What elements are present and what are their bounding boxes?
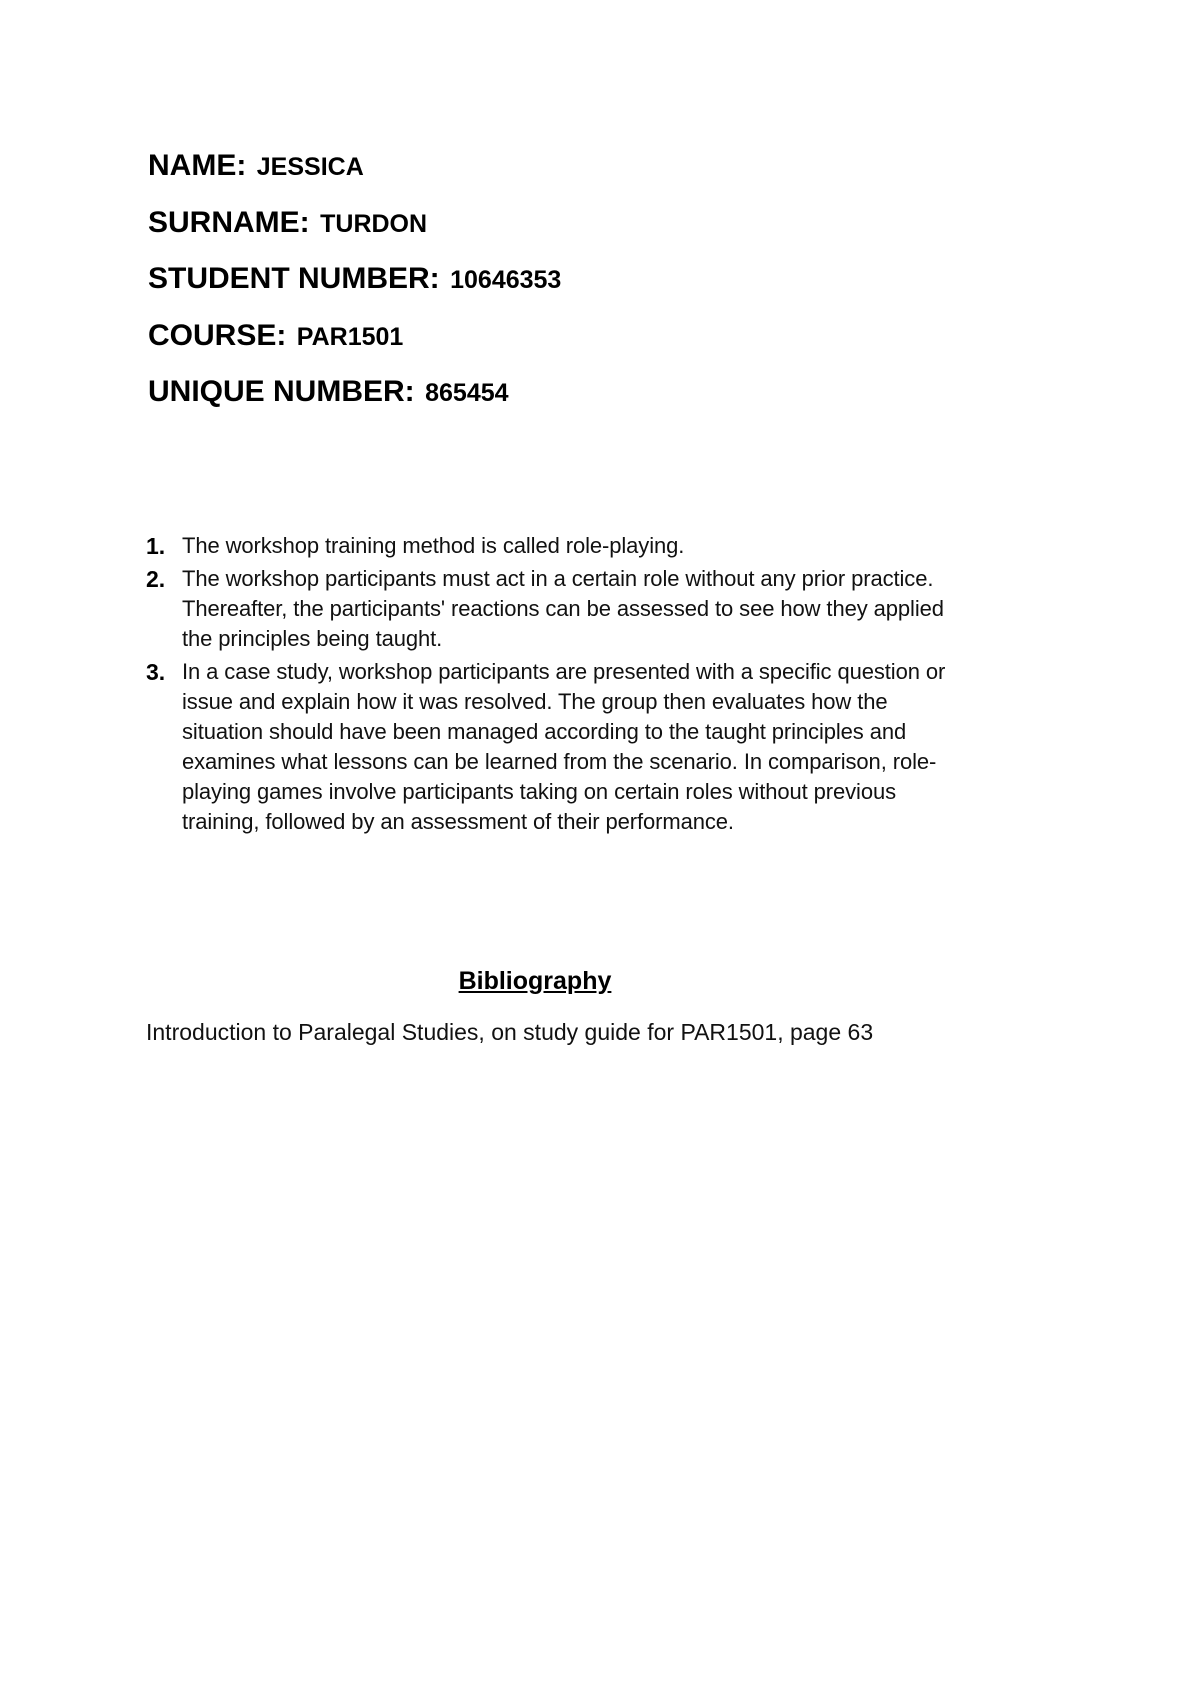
bibliography-entry: Introduction to Paralegal Studies, on study guide for PAR1501, page 63 [146, 1019, 874, 1045]
answer-item [146, 531, 1046, 561]
answer-line: Thereafter, the participants' reactions can be assessed to see how they applied [182, 596, 944, 621]
surname-field [148, 203, 1048, 260]
field-value: JESSICA [256, 153, 364, 181]
student-number-field [148, 259, 1048, 316]
field-value: 865454 [425, 379, 509, 407]
field-value: TURDON [320, 209, 428, 238]
answer-line: examines what lessons can be learned from the scenario. In comparison, role- [182, 749, 937, 774]
answer-line: In a case study, workshop participants are presented with a specific question or [182, 659, 946, 684]
answer-text [182, 657, 1046, 837]
answer-line: playing games involve participants taking on certain roles without previous [182, 779, 896, 804]
answer-line: issue and explain how it was resolved. The group then evaluates how the [182, 689, 888, 714]
field-label: COURSE: [148, 318, 287, 352]
course-field [148, 316, 1048, 373]
answers-list [146, 531, 1046, 840]
answer-number: 2. [146, 566, 166, 592]
field-label: UNIQUE NUMBER: [148, 375, 415, 408]
answer-line: the principles being taught. [182, 626, 443, 651]
answer-item [146, 564, 1046, 654]
answer-line: The workshop participants must act in a certain role without any prior practice. [182, 566, 934, 591]
answer-number: 1. [146, 533, 166, 559]
answer-line: situation should have been managed according to the taught principles and [182, 719, 907, 744]
answer-line: training, followed by an assessment of their performance. [182, 809, 734, 834]
student-details [148, 146, 1048, 429]
answer-line: The workshop training method is called role-playing. [182, 533, 685, 558]
field-label: NAME: [148, 149, 247, 182]
answer-item [146, 657, 1046, 837]
name-field [148, 146, 1048, 203]
field-label: STUDENT NUMBER: [148, 262, 440, 295]
field-value: 10646353 [450, 266, 562, 294]
field-value: PAR1501 [296, 322, 404, 351]
field-label: SURNAME: [148, 205, 310, 239]
answer-number: 3. [146, 659, 166, 685]
answer-text [182, 564, 1046, 654]
answer-text [182, 531, 1046, 561]
unique-number-field [148, 372, 1048, 429]
bibliography-heading: Bibliography [458, 967, 612, 995]
